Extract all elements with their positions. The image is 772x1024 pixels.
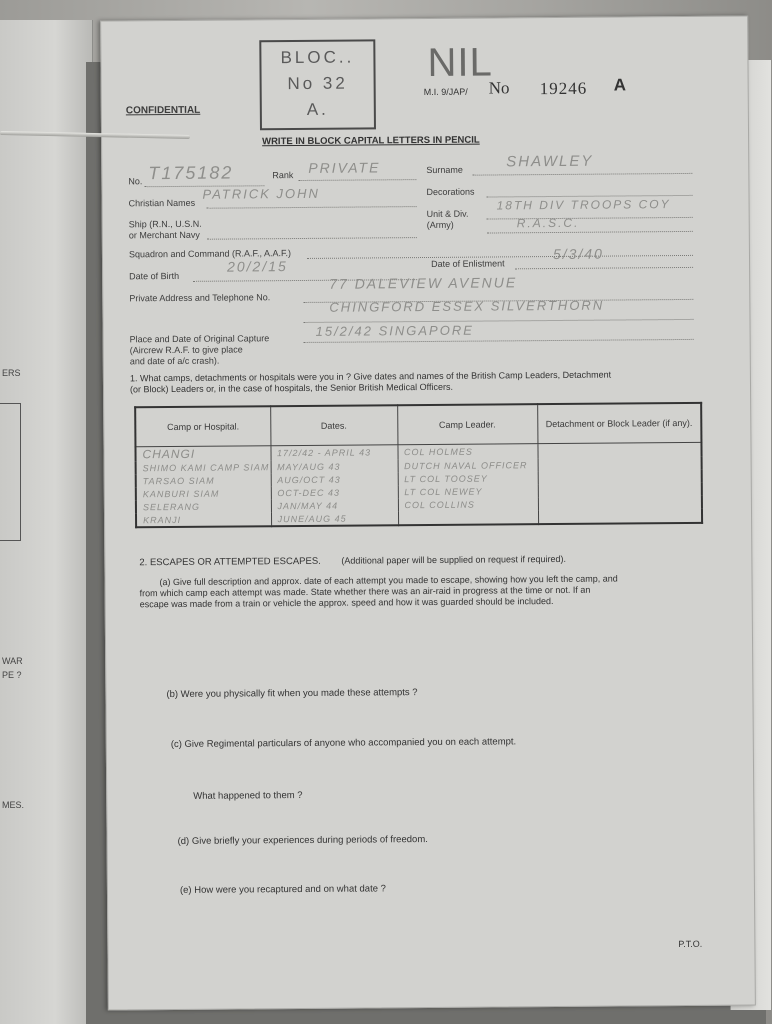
- adjacent-page-text: MES.: [2, 800, 25, 810]
- enlistment-value: 5/3/40: [552, 245, 604, 263]
- table-cell: SHIMO KAMI CAMP SIAM: [136, 460, 271, 474]
- table-cell: COL HOLMES: [397, 444, 537, 460]
- handwritten-nil: NIL: [427, 40, 493, 85]
- christian-names-line: [207, 206, 417, 209]
- service-number-value: T175182: [148, 162, 234, 184]
- ship-label-sub: or Merchant Navy: [128, 229, 200, 241]
- address-line-2: [303, 319, 693, 323]
- rank-label: Rank: [272, 170, 294, 181]
- ship-label: Ship (R.N., U.S.N.: [128, 218, 202, 230]
- table-cell: TARSAO SIAM: [136, 473, 271, 487]
- table-cell: AUG/OCT 43: [271, 472, 398, 486]
- unit-label: Unit & Div.: [426, 208, 469, 220]
- table-cell: [538, 470, 702, 484]
- unit-label-sub: (Army): [426, 219, 454, 231]
- adjacent-page-text: PE ?: [2, 670, 22, 680]
- column-header: Dates.: [270, 405, 397, 445]
- pto-label: P.T.O.: [678, 938, 703, 950]
- question-1-text-sub: (or Block) Leaders or, in the case of hospitals, the Senior British Medical Officers.: [129, 381, 454, 395]
- table-cell: [538, 496, 702, 510]
- table-cell: MAY/AUG 43: [271, 459, 398, 473]
- adjacent-page-text: WAR: [2, 656, 23, 666]
- table-cell: [538, 457, 702, 471]
- table-cell: LT COL TOOSEY: [398, 471, 538, 485]
- adjacent-page-box: [0, 403, 21, 541]
- block-stamp: [259, 39, 376, 130]
- capture-label: Place and Date of Original Capture: [129, 333, 270, 345]
- table-cell: [538, 483, 702, 497]
- table-cell: SELERANG: [136, 499, 271, 513]
- question-2a-line: escape was made from a train or vehicle the approx. speed and how it was guarded should be included.: [139, 596, 554, 610]
- confidential-label: CONFIDENTIAL: [125, 104, 201, 117]
- table-cell: OCT-DEC 43: [271, 485, 398, 499]
- table-cell: [398, 510, 538, 525]
- table-header-row: [135, 403, 701, 447]
- number-prefix: No: [488, 78, 510, 98]
- dob-label: Date of Birth: [129, 270, 180, 282]
- capture-label-sub: (Aircrew R.A.F. to give place: [129, 344, 243, 356]
- decorations-label: Decorations: [426, 186, 475, 198]
- question-2-note: (Additional paper will be supplied on request if required).: [341, 553, 567, 566]
- rank-value: PRIVATE: [308, 159, 381, 176]
- capture-label-sub: and date of a/c crash).: [129, 355, 220, 367]
- reference-code: M.I. 9/JAP/: [423, 86, 468, 98]
- rank-line: [298, 179, 416, 181]
- camps-table: [134, 402, 703, 528]
- table-cell: CHANGI: [135, 446, 270, 462]
- stamp-line: A.: [306, 99, 329, 119]
- question-2c-followup: What happened to them ?: [193, 789, 303, 802]
- question-2a-line: (a) Give full description and approx. date of each attempt you made to escape, showing how you left the camp, and: [159, 573, 618, 588]
- table-cell: 17/2/42 - APRIL 43: [270, 445, 397, 460]
- question-2a: [139, 573, 719, 611]
- stamp-line: BLOC..: [280, 47, 355, 68]
- surname-line: [472, 173, 692, 176]
- question-2b: (b) Were you physically fit when you made these attempts ?: [166, 687, 418, 701]
- table-cell: LT COL NEWEY: [398, 484, 538, 498]
- christian-names-value: PATRICK JOHN: [202, 185, 320, 202]
- enlistment-label: Date of Enlistment: [431, 258, 505, 269]
- table-cell: COL COLLINS: [398, 497, 538, 511]
- question-2-heading: 2. ESCAPES OR ATTEMPTED ESCAPES.: [139, 555, 321, 569]
- adjacent-page-text: ERS: [2, 368, 21, 378]
- squadron-label: Squadron and Command (R.A.F., A.A.F.): [128, 248, 292, 260]
- stamp-line: No 32: [287, 73, 348, 94]
- instruction-heading: WRITE IN BLOCK CAPITAL LETTERS IN PENCIL: [262, 134, 480, 148]
- adjacent-page-left: [0, 20, 93, 1024]
- no-label: No.: [128, 176, 143, 187]
- surname-label: Surname: [426, 164, 463, 176]
- question-2c: (c) Give Regimental particulars of anyone who accompanied you on each attempt.: [170, 736, 517, 751]
- enlistment-line: [515, 267, 693, 269]
- table-cell: DUTCH NAVAL OFFICER: [398, 458, 538, 472]
- table-cell: [537, 442, 701, 458]
- address-value-sub: CHINGFORD ESSEX SILVERTHORN: [329, 297, 605, 315]
- question-2e: (e) How were you recaptured and on what date ?: [179, 883, 386, 896]
- unit-value: 18TH DIV TROOPS COY: [496, 197, 671, 213]
- unit-line-2: [487, 231, 693, 234]
- christian-names-label: Christian Names: [128, 197, 196, 209]
- questionnaire-form: [100, 15, 756, 1010]
- form-number: 19246: [539, 78, 588, 99]
- question-2a-line: from which camp each attempt was made. State whether there was an air-raid in progress at the time or not. If an: [139, 584, 591, 599]
- table-cell: JUNE/AUG 45: [271, 511, 398, 526]
- dob-value: 20/2/15: [226, 258, 288, 275]
- capture-line: [304, 339, 694, 343]
- column-header: Camp or Hospital.: [135, 406, 270, 447]
- table-cell: [538, 509, 702, 524]
- capture-value: 15/2/42 SINGAPORE: [315, 322, 474, 339]
- table-cell: KRANJI: [136, 512, 271, 527]
- unit-value-sub: R.A.S.C.: [516, 215, 580, 231]
- column-header: Camp Leader.: [397, 404, 537, 445]
- column-header: Detachment or Block Leader (if any).: [537, 403, 701, 444]
- form-suffix: A: [613, 75, 626, 95]
- table-cell: JAN/MAY 44: [271, 498, 398, 512]
- surname-value: SHAWLEY: [506, 152, 594, 171]
- question-1-text: 1. What camps, detachments or hospitals were you in ? Give dates and names of the British Camp Leaders, Detachment: [129, 369, 612, 384]
- table-cell: KANBURI SIAM: [136, 486, 271, 500]
- address-value: 77 DALEVIEW AVENUE: [329, 274, 518, 292]
- address-label: Private Address and Telephone No.: [129, 292, 271, 304]
- ship-line: [207, 237, 417, 240]
- question-2d: (d) Give briefly your experiences during periods of freedom.: [177, 834, 428, 847]
